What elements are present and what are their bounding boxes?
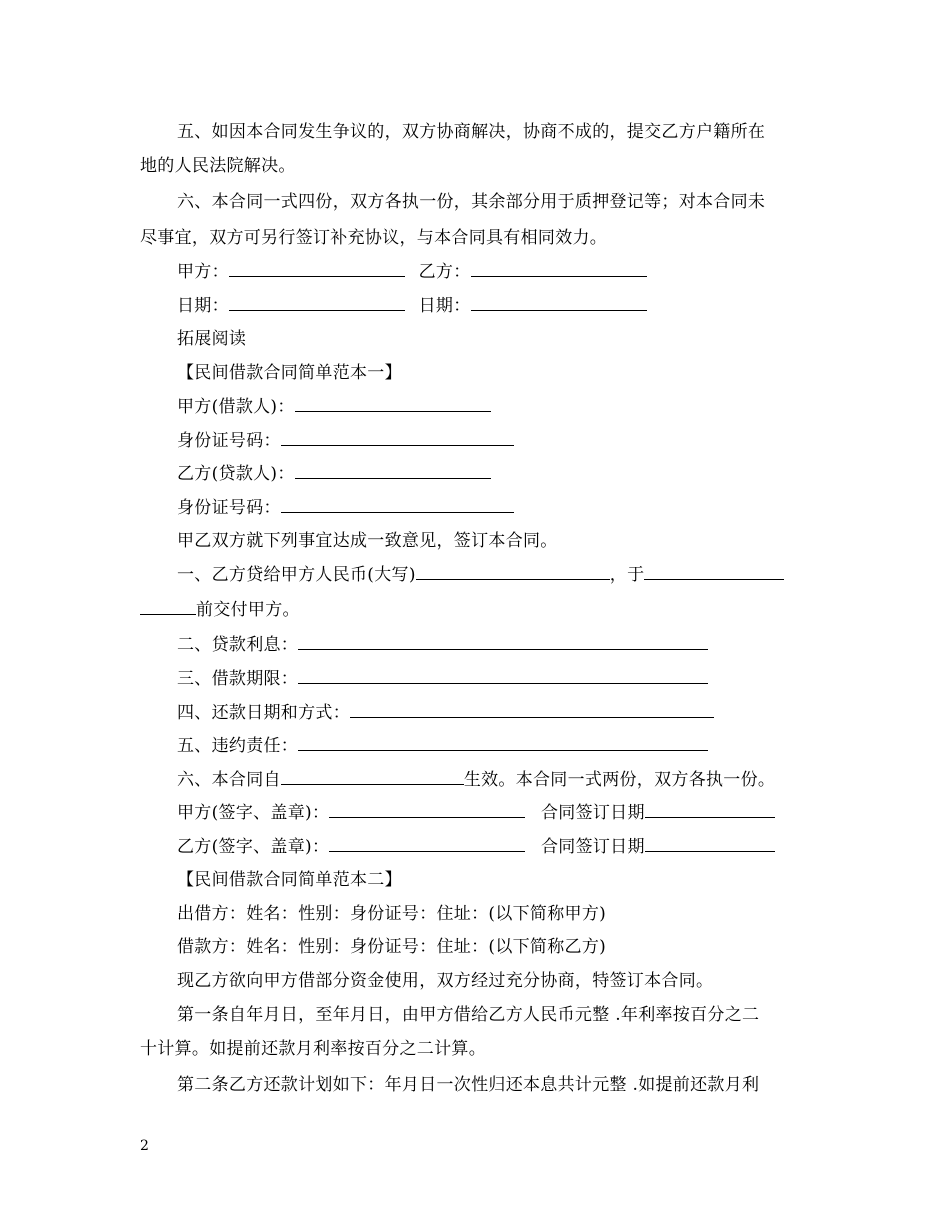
blank-underline <box>295 463 491 479</box>
field-label: 合同签订日期 <box>540 837 645 857</box>
blank-underline <box>471 261 647 277</box>
blank-underline <box>281 497 514 513</box>
section-heading: 拓展阅读 <box>177 329 247 349</box>
paragraph-line: 十计算。如提前还款月利率按百分之二计算。 <box>140 1039 486 1059</box>
paragraph-line: 第一条自年月日，至年月日，由甲方借给乙方人民币元整 .年利率按百分之二 <box>177 1005 760 1025</box>
blank-underline <box>281 769 464 785</box>
section-heading: 【民间借款合同简单范本一】 <box>177 363 402 383</box>
paragraph-line: 出借方：姓名：性别：身份证号：住址：(以下简称甲方) <box>177 904 607 924</box>
field-row <box>177 564 857 586</box>
blank-underline <box>416 564 610 580</box>
blank-underline <box>645 836 775 852</box>
blank-underline <box>329 802 525 818</box>
signature-row <box>177 261 857 283</box>
paragraph-line: 地的人民法院解决。 <box>140 156 296 176</box>
blank-underline <box>298 735 708 751</box>
field-label: 前交付甲方。 <box>196 600 300 620</box>
blank-underline <box>471 295 647 311</box>
field-row <box>177 430 857 452</box>
field-label: 甲方(签字、盖章)： <box>177 803 330 823</box>
blank-underline <box>298 668 708 684</box>
field-label: 甲方(借款人)： <box>177 397 295 417</box>
paragraph-line: 五、如因本合同发生争议的，双方协商解决，协商不成的，提交乙方户籍所在 <box>177 122 766 142</box>
field-label: 三、借款期限： <box>177 669 299 689</box>
paragraph-line: 尽事宜，双方可另行签订补充协议，与本合同具有相同效力。 <box>140 228 608 248</box>
field-label: 乙方(贷款人)： <box>177 464 295 484</box>
field-row <box>177 668 857 690</box>
field-label: 一、乙方贷给甲方人民币(大写) <box>177 565 416 585</box>
field-label: 二、贷款利息： <box>177 635 299 655</box>
party-b-label: 乙方： <box>418 262 471 282</box>
field-label: 生效。本合同一式两份，双方各执一份。 <box>463 770 776 790</box>
field-label: ，于 <box>609 565 645 585</box>
field-row <box>177 463 857 485</box>
signature-row <box>177 802 857 824</box>
field-label: 五、违约责任： <box>177 736 299 756</box>
date-label: 日期： <box>418 296 471 316</box>
field-row <box>177 735 857 757</box>
date-label: 日期： <box>177 296 229 316</box>
paragraph-line: 第二条乙方还款计划如下：年月日一次性归还本息共计元整 .如提前还款月利 <box>177 1075 760 1095</box>
field-label: 六、本合同自 <box>177 770 281 790</box>
field-label: 身份证号码： <box>177 498 281 518</box>
field-label: 乙方(签字、盖章)： <box>177 837 330 857</box>
field-row <box>177 634 857 656</box>
paragraph-line: 六、本合同一式四份，双方各执一份，其余部分用于质押登记等；对本合同未 <box>177 192 766 212</box>
field-label: 合同签订日期 <box>540 803 645 823</box>
paragraph-line: 现乙方欲向甲方借部分资金使用，双方经过充分协商，特签订本合同。 <box>177 971 714 991</box>
blank-underline <box>298 634 708 650</box>
signature-row <box>177 836 857 858</box>
field-row <box>177 769 857 791</box>
page-number: 2 <box>140 1138 149 1154</box>
party-a-label: 甲方： <box>177 262 229 282</box>
blank-underline <box>295 396 491 412</box>
field-label: 四、还款日期和方式： <box>177 703 350 723</box>
blank-underline <box>645 802 775 818</box>
blank-underline <box>229 261 405 277</box>
blank-underline <box>281 430 514 446</box>
blank-underline <box>644 564 784 580</box>
field-row <box>140 599 820 621</box>
field-row <box>177 497 857 519</box>
field-row <box>177 396 857 418</box>
section-heading: 【民间借款合同简单范本二】 <box>177 870 402 890</box>
date-row <box>177 295 857 317</box>
paragraph-line: 甲乙双方就下列事宜达成一致意见，签订本合同。 <box>177 531 558 551</box>
blank-underline <box>140 599 196 615</box>
paragraph-line: 借款方：姓名：性别：身份证号：住址：(以下简称乙方) <box>177 937 607 957</box>
blank-underline <box>329 836 525 852</box>
field-row <box>177 702 857 724</box>
field-label: 身份证号码： <box>177 431 281 451</box>
blank-underline <box>229 295 405 311</box>
blank-underline <box>350 702 714 718</box>
